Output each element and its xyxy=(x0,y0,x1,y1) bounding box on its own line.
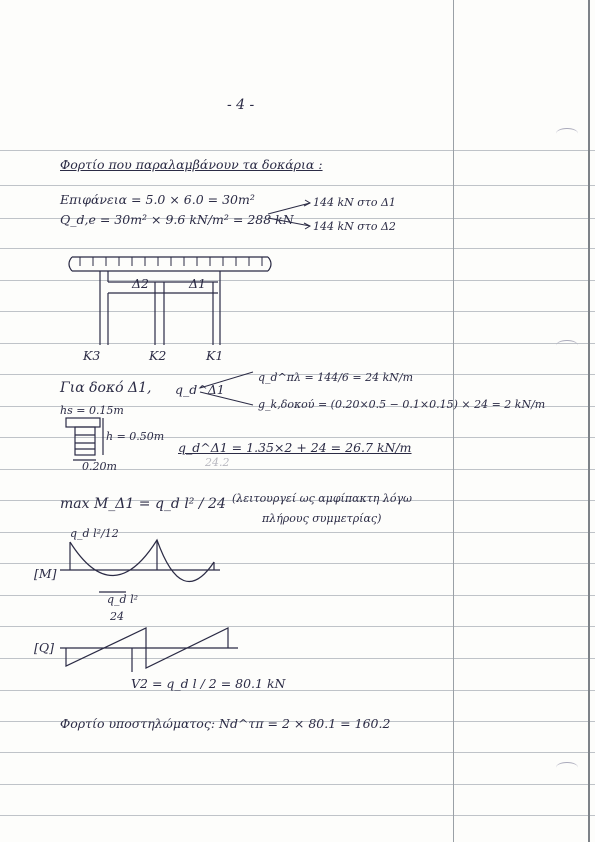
max-moment: max M_Δ1 = q_d l² / 24 xyxy=(60,496,226,512)
moment-note-1: (λειτουργεί ως αμφίπακτη λόγω xyxy=(232,492,413,505)
beam-title: Για δοκό Δ1, xyxy=(60,380,152,396)
moment-diagram xyxy=(60,540,220,592)
moment-diagram-label: [M] xyxy=(34,566,57,581)
qd-self-weight: g_k,δοκού = (0.20×0.5 − 0.1×0.15) × 24 = 2 kN/m xyxy=(258,398,546,411)
arrow-icon xyxy=(268,203,310,214)
load-line: Q_d,e = 30m² × 9.6 kN/m² = 288 kN xyxy=(60,212,294,227)
label-k1: K1 xyxy=(206,348,224,363)
faint-note: 24.2 xyxy=(205,456,230,469)
slab-thickness: hs = 0.15m xyxy=(60,404,124,417)
section-heading: Φορτίο που παραλαμβάνουν τα δοκάρια : xyxy=(60,157,323,172)
moment-support-value: q_d l²/12 xyxy=(70,527,119,540)
beam-width: 0.20m xyxy=(82,460,117,473)
label-delta1: Δ1 xyxy=(189,276,206,291)
column-load: Φορτίο υποστηλώματος: Nd^τπ = 2 × 80.1 = 160.2 xyxy=(60,716,391,731)
label-k2: K2 xyxy=(149,348,167,363)
shear-diagram-label: [Q] xyxy=(34,640,55,655)
frame-sketch xyxy=(69,257,271,345)
qd-slab: q_d^πλ = 144/6 = 24 kN/m xyxy=(258,371,414,384)
split-1: 144 kN στο Δ1 xyxy=(313,196,396,209)
cross-section-sketch xyxy=(66,418,103,460)
beam-height: h = 0.50m xyxy=(106,430,165,443)
label-k3: K3 xyxy=(83,348,101,363)
page-number: - 4 - xyxy=(227,97,255,113)
shear-value: V2 = q_d l / 2 = 80.1 kN xyxy=(131,676,286,691)
label-delta2: Δ2 xyxy=(132,276,149,291)
arrow-icon xyxy=(268,218,310,226)
area-line: Επιφάνεια = 5.0 × 6.0 = 30m² xyxy=(60,192,255,207)
split-2: 144 kN στο Δ2 xyxy=(313,220,396,233)
moment-note-2: πλήρους συμμετρίας) xyxy=(262,512,382,525)
qd-total: q_d^Δ1 = 1.35×2 + 24 = 26.7 kN/m xyxy=(178,440,412,455)
moment-span-value-top: q_d l² xyxy=(107,593,139,606)
shear-diagram xyxy=(60,628,238,672)
moment-span-value-bottom: 24 xyxy=(110,610,124,623)
arrow-icon xyxy=(200,372,253,388)
arrow-icon xyxy=(200,392,253,405)
qd-label: q_d^Δ1 xyxy=(175,382,225,397)
